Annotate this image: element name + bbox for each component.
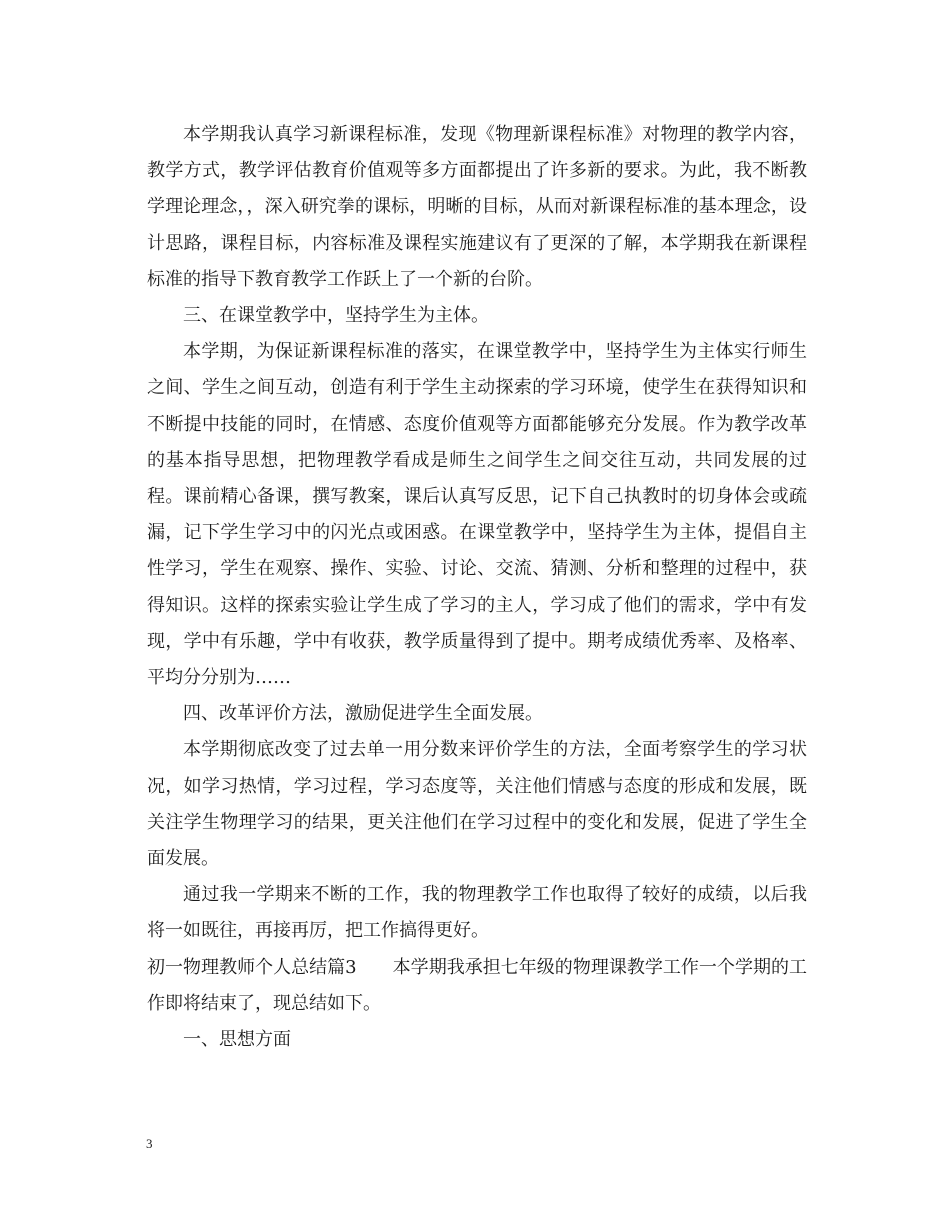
page-number: 3 [146, 1136, 153, 1151]
heading-thought-aspect: 一、思想方面 [183, 1029, 291, 1051]
paragraph-conclusion: 通过我一学期来不断的工作，我的物理教学工作也取得了较好的成绩，以后我将一如既往，再接再厉，把工作搞得更好。 [147, 884, 807, 942]
section-title: 初一物理教师个人总结篇3 [147, 956, 357, 978]
paragraph-classroom-teaching: 本学期，为保证新课程标准的落实，在课堂教学中，坚持学生为主体实行师生之间、学生之间互动，创造有利于学生主动探索的学习环境，使学生在获得知识和不断提中技能的同时，在情感、态度价值观等方面都能够充分发展。作为教学改革的基本指导思想，把物理教学看成是师生之间学生之间交往互动，共同发展的过程。课前精心备课，撰写教案，课后认真写反思，记下自己执教时的切身体会或疏漏，记下学生学习中的闪光点或困惑。在课堂教学中，坚持学生为主体，提倡自主性学习，学生在观察、操作、实验、讨论、交流、猜测、分析和整理的过程中，获得知识。这样的探索实验让学生成了学习的主人，学习成了他们的需求，学中有发现，学中有乐趣，学中有收获，教学质量得到了提中。期考成绩优秀率、及格率、平均分分别为…… [147, 341, 807, 689]
heading-section-three: 三、在课堂教学中，坚持学生为主体。 [183, 305, 489, 327]
heading-section-four: 四、改革评价方法，激励促进学生全面发展。 [183, 703, 543, 725]
document-body [147, 117, 807, 1058]
section-intro: 本学期我承担七年级的物理课教学工作一个学期的工作即将结束了，现总结如下。 [147, 956, 808, 1014]
paragraph-section-three-start [147, 950, 807, 1022]
paragraph-new-curriculum-study: 本学期我认真学习新课程标准，发现《物理新课程标准》对物理的教学内容，教学方式，教学评估教育价值观等多方面都提出了许多新的要求。为此，我不断教学理论理念，，深入研究拳的课标，明晰的目标，从而对新课程标准的基本理念，设计思路，课程目标，内容标准及课程实施建议有了更深的了解，本学期我在新课程标准的指导下教育教学工作跃上了一个新的台阶。 [147, 124, 807, 290]
paragraph-evaluation-reform: 本学期彻底改变了过去单一用分数来评价学生的方法，全面考察学生的学习状况，如学习热情，学习过程，学习态度等，关注他们情感与态度的形成和发展，既关注学生物理学习的结果，更关注他们在学习过程中的变化和发展，促进了学生全面发展。 [147, 739, 807, 870]
